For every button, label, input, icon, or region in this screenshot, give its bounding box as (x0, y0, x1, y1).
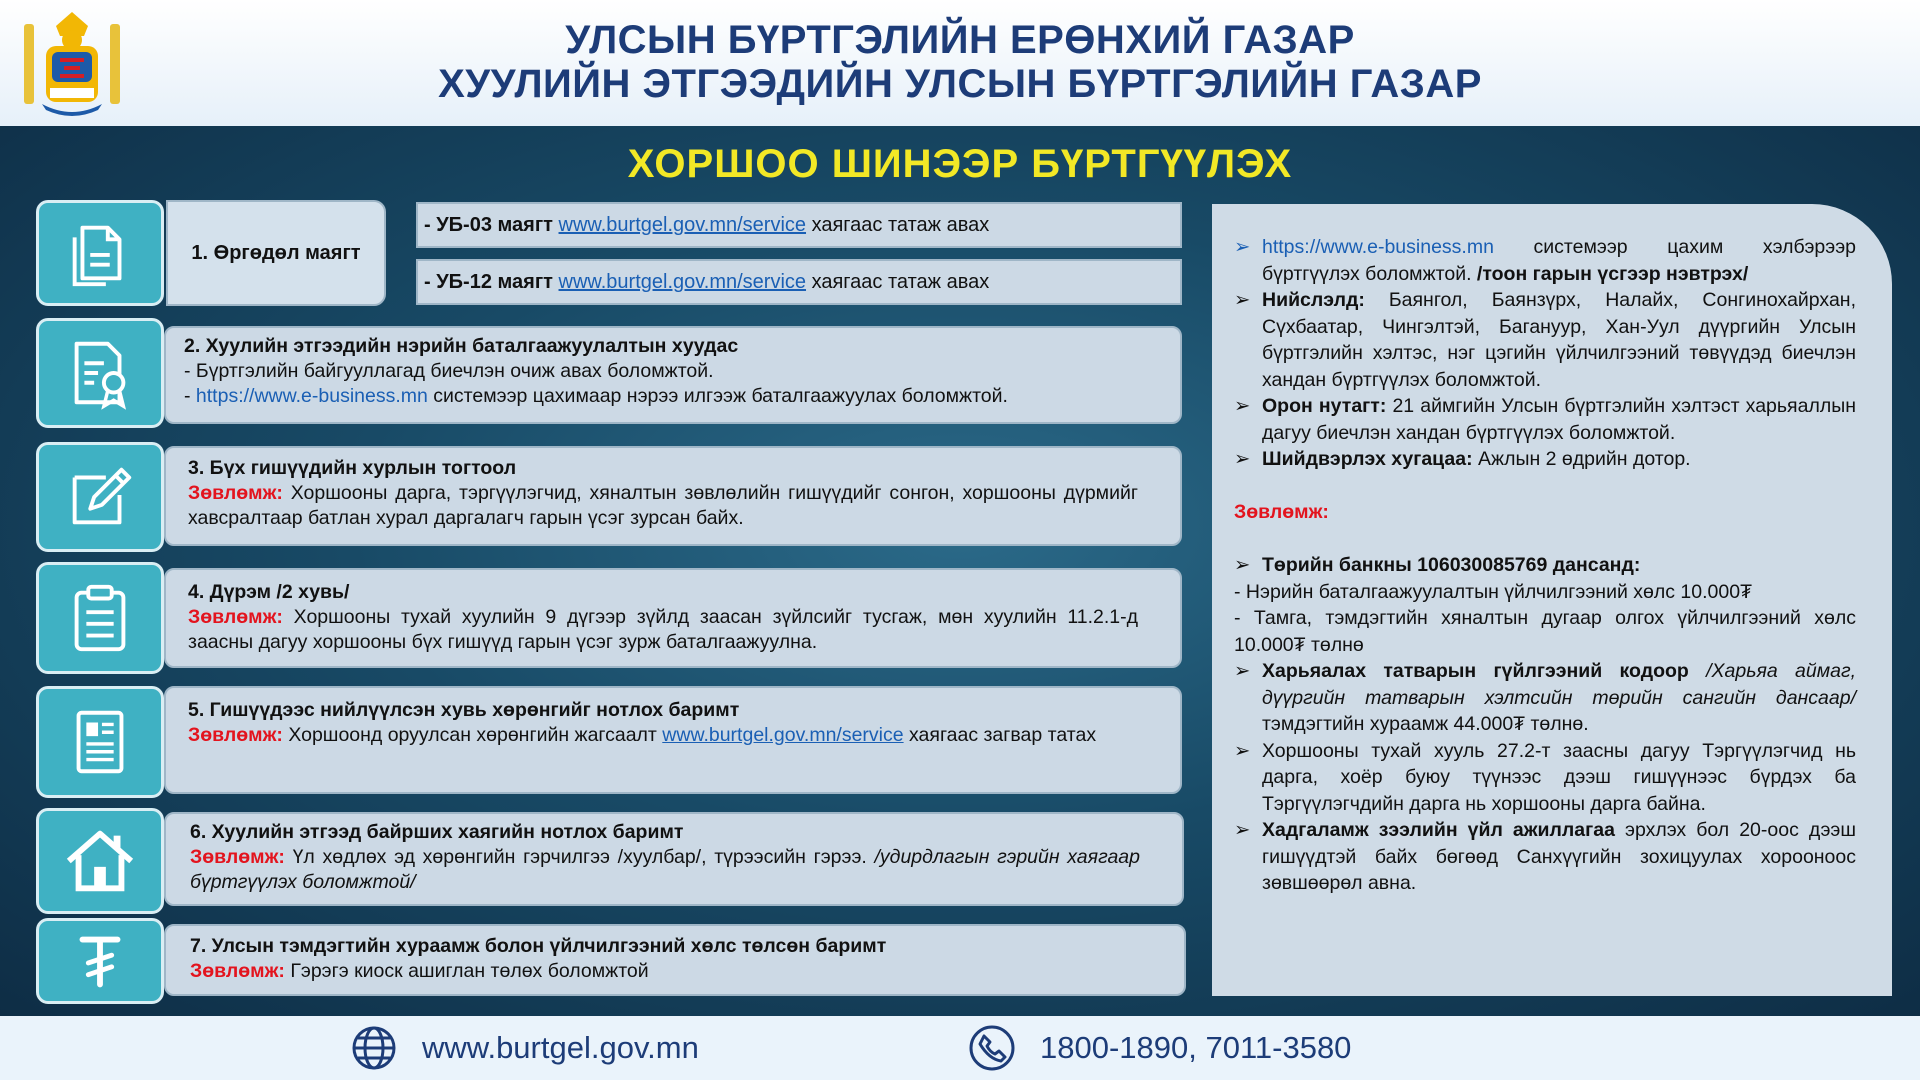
service-link[interactable]: www.burtgel.gov.mn/service (558, 270, 807, 293)
step4-text (188, 605, 1138, 655)
service-link[interactable]: www.burtgel.gov.mn/service (662, 724, 904, 746)
step6-rec-text: Үл хөдлөх эд хөрөнгийн гэрчилгээ /хуулбар/, түрээсийн гэрээ. (284, 846, 875, 868)
footer (0, 1016, 1920, 1080)
step6-card (164, 812, 1184, 906)
recommendation-label: Зөвлөмж: (188, 482, 283, 504)
step7-title: 7. Улсын тэмдэгтийн хураамж болон үйлчилгээний хөлс төлсөн баримт (190, 935, 887, 957)
header-title-line1: УЛСЫН БҮРТГЭЛИЙН ЕРӨНХИЙ ГАЗАР (565, 18, 1355, 62)
step1-icon-box (36, 200, 164, 306)
info-text: Ажлын 2 өдрийн дотор. (1472, 448, 1691, 470)
step7-text (190, 959, 1160, 984)
form-code: - УБ-03 маягт (424, 213, 553, 236)
header (0, 0, 1920, 126)
phone-icon (968, 1024, 1016, 1072)
info-bold: Харьяалах татварын гүйлгээний кодоор (1262, 660, 1689, 682)
recommendation-label: Зөвлөмж: (188, 606, 283, 628)
info-bold: Хадгаламж зээлийн үйл ажиллагаа (1262, 819, 1615, 841)
step4-title: 4. Дүрэм /2 хувь/ (188, 581, 350, 603)
form-suffix: хаягаас татаж авах (811, 270, 990, 293)
step3-text (188, 481, 1138, 531)
step7-card (164, 924, 1186, 996)
step4-icon-box (36, 562, 164, 674)
info-item-loan (1234, 817, 1856, 897)
info-bold: Орон нутагт: (1262, 395, 1387, 417)
step4-rec-text: Хоршооны тухай хуулийн 9 дүгээр зүйлд заасан зүйлсийг тусгаж, мөн хуулийн 11.2.1-д заасны дагуу хоршооны бүх гишүүд гарын үсэг зурж баталгаажуулна. (188, 606, 1138, 653)
arrow-bullet-icon: ➢ (1234, 554, 1251, 576)
main-title: ХОРШОО ШИНЭЭР БҮРТГҮҮЛЭХ (627, 142, 1293, 186)
service-link[interactable]: www.burtgel.gov.mn/service (558, 213, 807, 236)
step2-icon-box (36, 318, 164, 428)
step2-card (164, 326, 1182, 424)
info-text: тэмдэгтийн хураамж 44.000₮ төлнө. (1262, 713, 1589, 735)
step3-title: 3. Бүх гишүүдийн хурлын тогтоол (188, 457, 517, 479)
step6-icon-box (36, 808, 164, 914)
info-bold: /тоон гарын үсгээр нэвтрэх/ (1476, 262, 1749, 285)
info-item-capital (1234, 287, 1856, 393)
info-item-law (1234, 738, 1856, 818)
step2-line2 (184, 384, 1162, 409)
step2-title: 2. Хуулийн этгээдийн нэрийн баталгаажуулалтын хуудас (184, 335, 739, 357)
fee-line-1: - Нэрийн баталгаажуулалтын үйлчилгээний хөлс 10.000₮ (1234, 580, 1752, 603)
info-item-bank (1234, 552, 1856, 579)
step5-card (164, 686, 1182, 794)
step1-title: 1. Өргөдөл маягт (166, 200, 386, 306)
step1-row-ub03 (416, 202, 1182, 248)
info-text: Хоршооны тухай хууль 27.2-т заасны дагуу Тэргүүлэгчид нь дарга, хоёр буюу түүнээс дээш гишүүнээс бүрдэх ба Тэргүүлэгчдийн дарга нь хоршооны дарга байна. (1262, 739, 1856, 815)
footer-phone[interactable] (968, 1024, 1351, 1072)
arrow-bullet-icon: ➢ (1234, 289, 1251, 311)
info-bold: Төрийн банкны 106030085769 дансанд: (1262, 554, 1641, 576)
step3-icon-box (36, 442, 164, 552)
info-text: системээр цахим хэлбэрээр бүртгүүлэх боломжтой. (1262, 236, 1856, 285)
form-code: - УБ-12 маягт (424, 270, 553, 293)
step5-text (188, 723, 1138, 748)
step5-rec-text: Хоршоонд оруулсан хөрөнгийн жагсаалт (282, 724, 663, 746)
arrow-bullet-icon: ➢ (1234, 660, 1251, 682)
step3-rec-text: Хоршооны дарга, тэргүүлэгчид, хяналтын зөвлөлийн гишүүдийг сонгон, хоршооны дүрмийг хавсралтаар батлан хурал даргалагч гарын үсэг зурсан байх. (188, 482, 1138, 529)
dash: - (184, 385, 196, 407)
step5-title: 5. Гишүүдээс нийлүүлсэн хувь хөрөнгийг нотлох баримт (188, 699, 740, 721)
fee-line-2: - Тамга, тэмдэгтийн хяналтын дугаар олгох үйлчилгээний хөлс 10.000₮ төлнө (1234, 607, 1856, 656)
arrow-bullet-icon: ➢ (1234, 236, 1251, 258)
home-icon (61, 822, 139, 900)
info-panel (1212, 204, 1892, 996)
step7-rec-text: Гэрэгэ киоск ашиглан төлөх боломжтой (284, 960, 649, 982)
arrow-bullet-icon: ➢ (1234, 819, 1251, 841)
website-text: www.burtgel.gov.mn (422, 1030, 699, 1065)
newspaper-icon (61, 703, 139, 781)
step3-card (164, 446, 1182, 546)
step2-line1: - Бүртгэлийн байгууллагад биечлэн очиж авах боломжтой. (184, 360, 714, 382)
arrow-bullet-icon: ➢ (1234, 448, 1251, 470)
form-suffix: хаягаас татаж авах (811, 213, 990, 236)
pen-edit-icon (61, 458, 139, 536)
header-title-line2: ХУУЛИЙН ЭТГЭЭДИЙН УЛСЫН БҮРТГЭЛИЙН ГАЗАР (438, 62, 1482, 106)
footer-website[interactable] (350, 1024, 699, 1072)
info-item-online (1234, 234, 1856, 287)
recommendation-label: Зөвлөмж: (190, 846, 285, 868)
info-text: Баянгол, Баянзүрх, Налайх, Сонгинохайрхан, Сүхбаатар, Чингэлтэй, Багануур, Хан-Уул дүүргийн Улсын бүртгэлийн хэлтэс, нэг цэгийн үйлчилгээний төвүүдэд биечлэн хандан бүртгүүлэх боломжтой. (1262, 289, 1856, 391)
globe-icon (350, 1024, 398, 1072)
step5-suffix: хаягаас загвар татах (903, 724, 1097, 746)
info-item-deadline (1234, 446, 1856, 473)
clipboard-icon (61, 579, 139, 657)
certificate-icon (61, 334, 139, 412)
tugrik-icon (61, 922, 139, 1000)
info-bold: Нийслэлд: (1262, 289, 1365, 311)
arrow-bullet-icon: ➢ (1234, 739, 1251, 762)
step6-text (190, 845, 1140, 895)
step4-card (164, 568, 1182, 668)
info-italic: /Харьяа аймаг, дүүргийн татварын хэлтсийн төрийн сангийн дансаар/ (1262, 660, 1856, 709)
state-emblem-icon (20, 10, 124, 120)
arrow-bullet-icon: ➢ (1234, 395, 1251, 417)
info-text: эрхлэх бол 20-оос дээш гишүүдтэй байх бөгөөд Санхүүгийн зохицуулах хорооноос зөвшөөрөл авна. (1262, 819, 1856, 894)
e-business-link[interactable]: https://www.e-business.mn (195, 385, 428, 407)
step2-line2-text: системээр цахимаар нэрээ илгээж баталгаажуулах боломжтой. (427, 385, 1008, 407)
recommendation-label: Зөвлөмж: (1234, 501, 1329, 523)
recommendation-label: Зөвлөмж: (188, 724, 283, 746)
phone-text: 1800-1890, 7011-3580 (1040, 1030, 1352, 1065)
recommendation-label: Зөвлөмж: (190, 960, 285, 982)
document-copy-icon (61, 214, 139, 292)
info-item-tax (1234, 658, 1856, 738)
step6-title: 6. Хуулийн этгээд байрших хаягийн нотлох баримт (190, 821, 684, 843)
info-item-local (1234, 393, 1856, 446)
info-bold: Шийдвэрлэх хугацаа: (1262, 448, 1473, 470)
step6-italic-note: /удирдлагын гэрийн хаягаар бүртгүүлэх боломжтой/ (190, 846, 1140, 893)
e-business-link[interactable]: https://www.e-business.mn (1262, 236, 1494, 258)
step5-icon-box (36, 686, 164, 798)
step7-icon-box (36, 918, 164, 1004)
info-text: 21 аймгийн Улсын бүртгэлийн хэлтэст харьяаллын дагуу биечлэн хандан бүртгүүлэх боломжтой. (1262, 395, 1856, 444)
step1-row-ub12 (416, 259, 1182, 305)
